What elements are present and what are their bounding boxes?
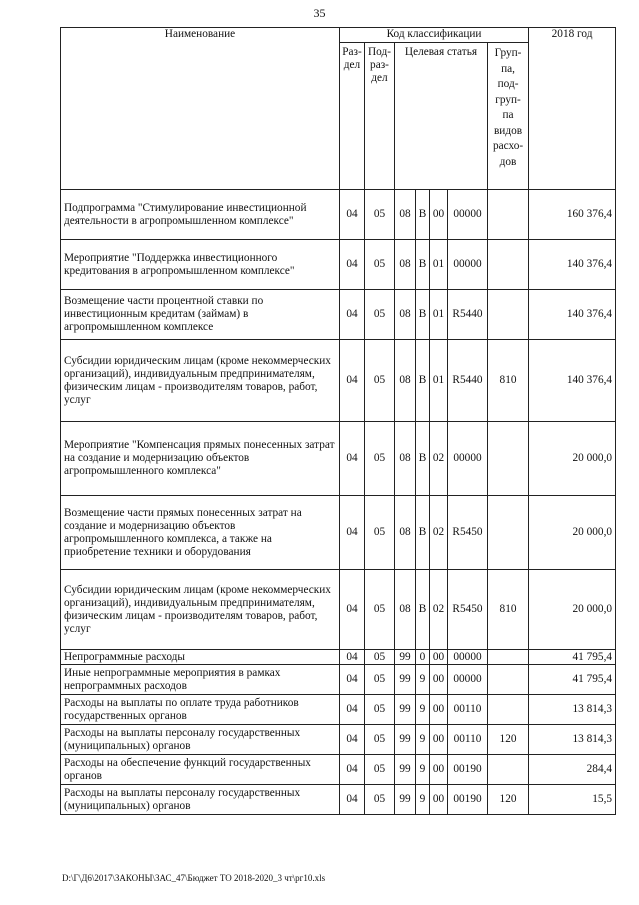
row-expense-group: [488, 650, 529, 665]
row-target-direction: R5450: [448, 496, 488, 570]
row-target-program: 99: [395, 665, 416, 695]
row-target-direction: 00000: [448, 422, 488, 496]
row-target-subprogram: В: [416, 190, 430, 240]
row-target-direction: 00000: [448, 665, 488, 695]
row-razdel: 04: [340, 240, 365, 290]
row-target-program: 08: [395, 240, 416, 290]
table-row: [61, 725, 616, 755]
row-target-subprogram: 9: [416, 695, 430, 725]
row-target-program: 99: [395, 695, 416, 725]
row-amount: 20 000,0: [529, 422, 616, 496]
row-expense-group: [488, 190, 529, 240]
row-amount: 20 000,0: [529, 570, 616, 650]
row-amount: 20 000,0: [529, 496, 616, 570]
row-target-direction: R5440: [448, 290, 488, 340]
header-code-group: Код классификации: [340, 28, 529, 43]
row-expense-group: 810: [488, 570, 529, 650]
row-name: Мероприятие "Поддержка инвестиционного кредитования в агропромышленном комплексе": [61, 240, 340, 290]
row-expense-group: [488, 240, 529, 290]
file-path-footer: D:\Г\Д6\2017\ЗАКОНЫ\ЗАС_47\Бюджет ТО 2018-2020_3 чт\рг10.xls: [62, 873, 326, 883]
row-target-event: 01: [430, 290, 448, 340]
row-target-program: 08: [395, 570, 416, 650]
header-section: Раз- дел: [340, 43, 365, 190]
row-target-direction: 00000: [448, 650, 488, 665]
table-row: [61, 240, 616, 290]
row-target-program: 99: [395, 785, 416, 815]
header-expense-group: Груп- па, под- груп- па видов расхо- дов: [488, 43, 529, 190]
row-target-event: 01: [430, 340, 448, 422]
row-amount: 41 795,4: [529, 665, 616, 695]
row-target-direction: R5450: [448, 570, 488, 650]
row-target-program: 08: [395, 290, 416, 340]
row-target-program: 08: [395, 340, 416, 422]
row-target-subprogram: В: [416, 570, 430, 650]
row-target-subprogram: 9: [416, 785, 430, 815]
row-razdel: 04: [340, 422, 365, 496]
row-podrazdel: 05: [365, 650, 395, 665]
row-expense-group: [488, 695, 529, 725]
row-podrazdel: 05: [365, 570, 395, 650]
row-expense-group: 120: [488, 725, 529, 755]
row-razdel: 04: [340, 785, 365, 815]
row-expense-group: 810: [488, 340, 529, 422]
row-target-event: 00: [430, 665, 448, 695]
row-podrazdel: 05: [365, 240, 395, 290]
table-row: [61, 496, 616, 570]
row-razdel: 04: [340, 665, 365, 695]
row-name: Расходы на выплаты по оплате труда работников государственных органов: [61, 695, 340, 725]
row-target-subprogram: 9: [416, 725, 430, 755]
row-target-event: 00: [430, 785, 448, 815]
table-row: [61, 190, 616, 240]
budget-table: [60, 27, 616, 815]
table-row: [61, 570, 616, 650]
row-name: Мероприятие "Компенсация прямых понесенных затрат на создание и модернизацию объектов агропромышленного комплекса": [61, 422, 340, 496]
row-name: Субсидии юридическим лицам (кроме некоммерческих организаций), индивидуальным предпринимателям, физическим лицам - производителям товаров, работ, услуг: [61, 570, 340, 650]
row-target-direction: 00000: [448, 240, 488, 290]
row-razdel: 04: [340, 496, 365, 570]
row-target-event: 00: [430, 190, 448, 240]
row-amount: 140 376,4: [529, 240, 616, 290]
row-target-subprogram: 9: [416, 755, 430, 785]
row-name: Подпрограмма "Стимулирование инвестиционной деятельности в агропромышленном комплексе": [61, 190, 340, 240]
row-name: Расходы на выплаты персоналу государственных (муниципальных) органов: [61, 725, 340, 755]
row-razdel: 04: [340, 340, 365, 422]
row-target-program: 99: [395, 650, 416, 665]
row-podrazdel: 05: [365, 290, 395, 340]
row-expense-group: 120: [488, 785, 529, 815]
row-amount: 15,5: [529, 785, 616, 815]
table-row: [61, 695, 616, 725]
row-target-event: 02: [430, 422, 448, 496]
row-target-event: 00: [430, 650, 448, 665]
row-name: Расходы на обеспечение функций государственных органов: [61, 755, 340, 785]
row-target-subprogram: 0: [416, 650, 430, 665]
row-razdel: 04: [340, 755, 365, 785]
row-name: Возмещение части прямых понесенных затрат на создание и модернизацию объектов агропромышленного комплекса, а также на приобретение техники и оборудования: [61, 496, 340, 570]
table-row: [61, 340, 616, 422]
row-target-event: 00: [430, 695, 448, 725]
row-name: Расходы на выплаты персоналу государственных (муниципальных) органов: [61, 785, 340, 815]
row-podrazdel: 05: [365, 340, 395, 422]
row-expense-group: [488, 496, 529, 570]
row-target-program: 99: [395, 725, 416, 755]
row-target-program: 99: [395, 755, 416, 785]
row-target-program: 08: [395, 190, 416, 240]
row-razdel: 04: [340, 695, 365, 725]
table-row: [61, 290, 616, 340]
row-podrazdel: 05: [365, 190, 395, 240]
row-target-subprogram: В: [416, 496, 430, 570]
row-amount: 13 814,3: [529, 695, 616, 725]
row-target-subprogram: В: [416, 290, 430, 340]
row-razdel: 04: [340, 725, 365, 755]
row-target-direction: 00110: [448, 725, 488, 755]
table-row: [61, 650, 616, 665]
header-name: Наименование: [61, 28, 340, 190]
row-podrazdel: 05: [365, 755, 395, 785]
row-name: Возмещение части процентной ставки по инвестиционным кредитам (займам) в агропромышленном комплексе: [61, 290, 340, 340]
header-target-item: Целевая статья: [395, 43, 488, 190]
row-podrazdel: 05: [365, 695, 395, 725]
row-name: Субсидии юридическим лицам (кроме некоммерческих организаций), индивидуальным предпринимателям, физическим лицам - производителям товаров, работ, услуг: [61, 340, 340, 422]
table-row: [61, 422, 616, 496]
row-target-direction: 00190: [448, 755, 488, 785]
row-target-subprogram: В: [416, 240, 430, 290]
row-podrazdel: 05: [365, 665, 395, 695]
row-name: Иные непрограммные мероприятия в рамках непрограммных расходов: [61, 665, 340, 695]
row-target-event: 02: [430, 570, 448, 650]
row-amount: 284,4: [529, 755, 616, 785]
row-expense-group: [488, 290, 529, 340]
header-year: 2018 год: [529, 28, 616, 190]
row-name: Непрограммные расходы: [61, 650, 340, 665]
row-amount: 13 814,3: [529, 725, 616, 755]
row-target-event: 00: [430, 755, 448, 785]
row-razdel: 04: [340, 290, 365, 340]
row-razdel: 04: [340, 570, 365, 650]
row-target-direction: 00190: [448, 785, 488, 815]
row-podrazdel: 05: [365, 725, 395, 755]
row-target-direction: R5440: [448, 340, 488, 422]
row-amount: 140 376,4: [529, 290, 616, 340]
page-number: 35: [313, 6, 326, 20]
row-amount: 41 795,4: [529, 650, 616, 665]
row-target-subprogram: В: [416, 422, 430, 496]
row-podrazdel: 05: [365, 496, 395, 570]
row-expense-group: [488, 755, 529, 785]
table-row: [61, 665, 616, 695]
row-amount: 160 376,4: [529, 190, 616, 240]
row-target-subprogram: 9: [416, 665, 430, 695]
row-expense-group: [488, 422, 529, 496]
row-target-event: 02: [430, 496, 448, 570]
row-target-program: 08: [395, 496, 416, 570]
header-subsection: Под- раз- дел: [365, 43, 395, 190]
row-podrazdel: 05: [365, 422, 395, 496]
row-target-subprogram: В: [416, 340, 430, 422]
row-amount: 140 376,4: [529, 340, 616, 422]
row-target-event: 00: [430, 725, 448, 755]
row-podrazdel: 05: [365, 785, 395, 815]
row-target-event: 01: [430, 240, 448, 290]
row-razdel: 04: [340, 650, 365, 665]
row-target-direction: 00110: [448, 695, 488, 725]
row-target-direction: 00000: [448, 190, 488, 240]
row-razdel: 04: [340, 190, 365, 240]
row-target-program: 08: [395, 422, 416, 496]
row-expense-group: [488, 665, 529, 695]
table-row: [61, 755, 616, 785]
table-row: [61, 785, 616, 815]
